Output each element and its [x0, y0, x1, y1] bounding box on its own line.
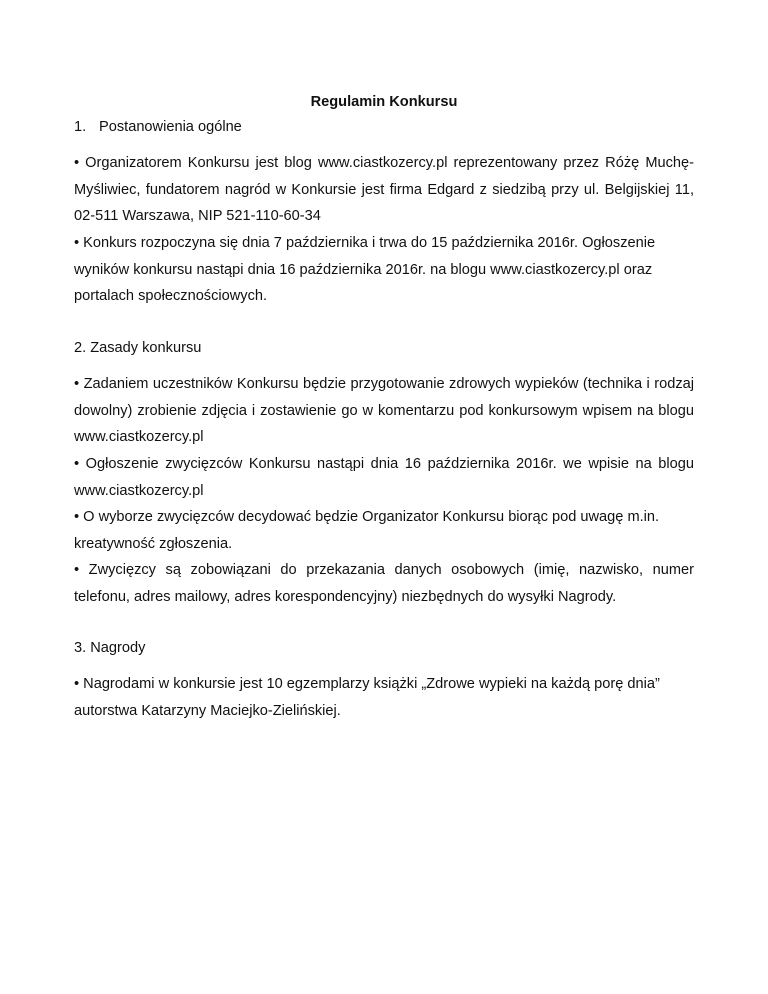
section-1-heading	[74, 118, 242, 136]
section-3-bullet-1: • Nagrodami w konkursie jest 10 egzemplarzy książki „Zdrowe wypieki na każdą porę dnia” autorstwa Katarzyny Maciejko-Zielińskiej.	[74, 676, 660, 719]
section-2-bullet-2: • Ogłoszenie zwycięzców Konkursu nastąpi dnia 16 października 2016r. we wpisie na blogu www.ciastkozercy.pl	[74, 456, 694, 499]
document-title: Regulamin Konkursu	[310, 94, 458, 110]
section-1-bullet-1: • Organizatorem Konkursu jest blog www.ciastkozercy.pl reprezentowany przez Różę Muchę-Myśliwiec, fundatorem nagród w Konkursie jest firma Edgard z siedzibą przy ul. Belgijskiej 11, 02-511 Warszawa, NIP 521-110-60-34	[74, 155, 694, 224]
section-2-bullet-3: • O wyborze zwycięzców decydować będzie Organizator Konkursu biorąc pod uwagę m.in. kreatywność zgłoszenia.	[74, 509, 660, 552]
section-1-title: Postanowienia ogólne	[99, 119, 242, 135]
section-2-bullet-4: • Zwycięzcy są zobowiązani do przekazania danych osobowych (imię, nazwisko, numer telefonu, adres mailowy, adres korespondencyjny) niezbędnych do wysyłki Nagrody.	[74, 562, 694, 605]
section-2-bullet-1: • Zadaniem uczestników Konkursu będzie przygotowanie zdrowych wypieków (technika i rodzaj dowolny) zrobienie zdjęcia i zostawienie go w komentarzu pod konkursowym wpisem na blogu www.ciastkozercy.pl	[74, 376, 694, 445]
section-1-number: 1.	[74, 119, 87, 135]
section-1-bullet-2: • Konkurs rozpoczyna się dnia 7 października i trwa do 15 października 2016r. Ogłoszenie wyników konkursu nastąpi dnia 16 października 2016r. na blogu www.ciastkozercy.pl oraz portalach społecznościowych.	[74, 235, 656, 304]
section-3-heading: 3. Nagrody	[74, 640, 146, 656]
section-2-heading: 2. Zasady konkursu	[74, 340, 202, 356]
